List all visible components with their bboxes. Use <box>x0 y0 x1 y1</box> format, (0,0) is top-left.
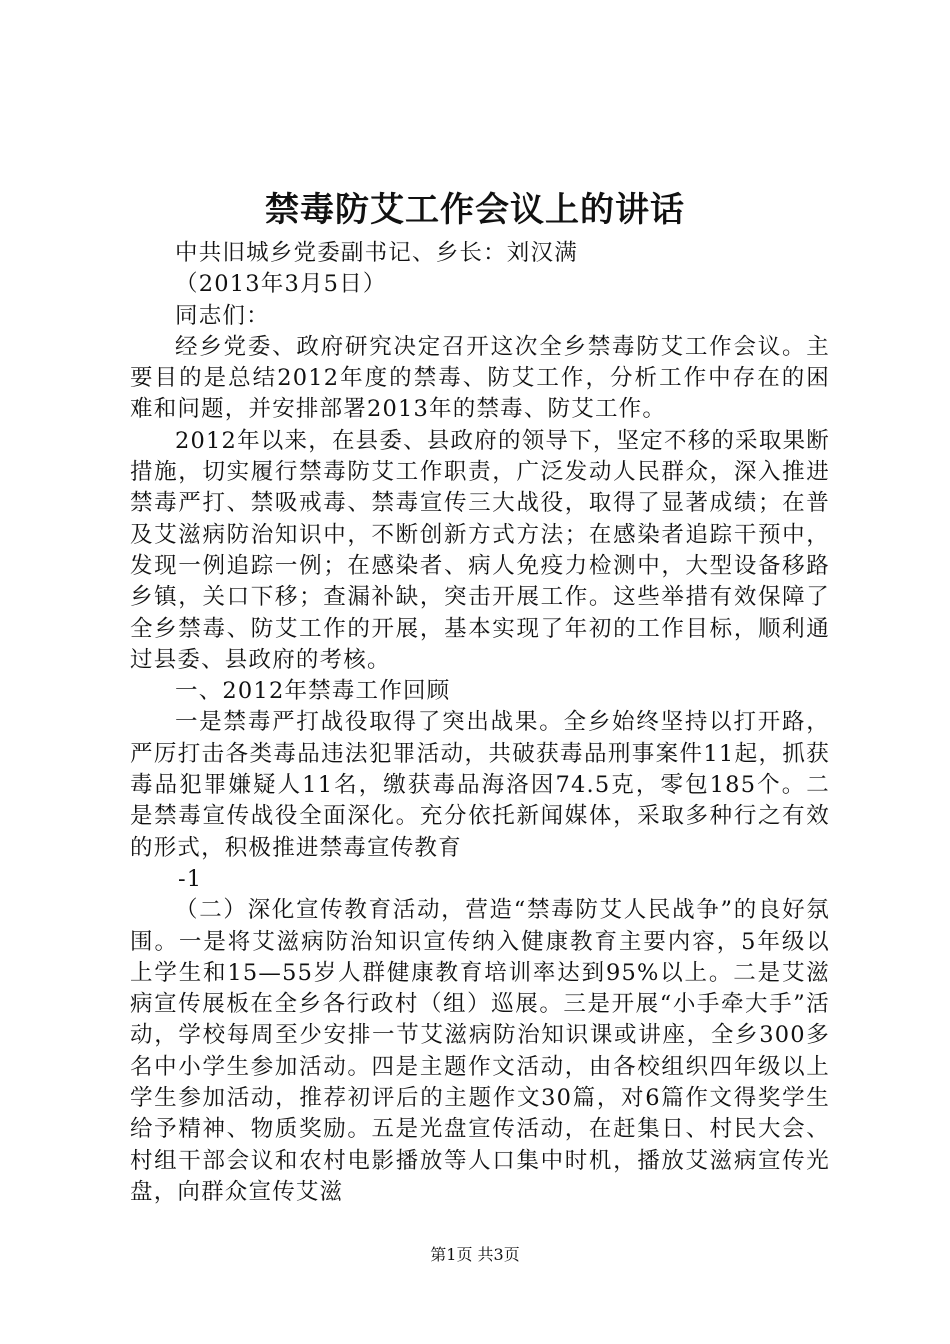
paragraph: 2012年以来，在县委、县政府的领导下，坚定不移的采取果断措施，切实履行禁毒防艾工作职责，广泛发动人民群众，深入推进禁毒严打、禁吸戒毒、禁毒宣传三大战役，取得了显著成绩；在普及艾滋病防治知识中，不断创新方式方法；在感染者追踪干预中，发现一例追踪一例；在感染者、病人免疫力检测中，大型设备移路乡镇，关口下移；查漏补缺，突击开展工作。这些举措有效保障了全乡禁毒、防艾工作的开展，基本实现了年初的工作目标，顺利通过县委、县政府的考核。 <box>130 427 830 673</box>
salutation: 同志们： <box>175 302 270 329</box>
paragraph: 经乡党委、政府研究决定召开这次全乡禁毒防艾工作会议。主要目的是总结2012年度的禁毒、防艾工作，分析工作中存在的困难和问题，并安排部署2013年的禁毒、防艾工作。 <box>130 333 830 423</box>
page-mark: -1 <box>178 865 203 892</box>
document-body <box>130 238 830 1208</box>
paragraph: 一是禁毒严打战役取得了突出战果。全乡始终坚持以打开路，严厉打击各类毒品违法犯罪活动，共破获毒品刑事案件11起，抓获毒品犯罪嫌疑人11名，缴获毒品海洛因74.5克，零包185个。二是禁毒宣传战役全面深化。充分依托新闻媒体，采取多种行之有效的形式，积极推进禁毒宣传教育 <box>130 709 830 861</box>
speaker-line: 中共旧城乡党委副书记、乡长：刘汉满 <box>175 240 578 266</box>
section-heading: 一、2012年禁毒工作回顾 <box>175 678 451 705</box>
page-footer: 第1页 共3页 <box>430 1245 520 1264</box>
document-title: 禁毒防艾工作会议上的讲话 <box>265 190 685 230</box>
date-line: （2013年3月5日） <box>175 271 387 298</box>
paragraph: （二）深化宣传教育活动，营造“禁毒防艾人民战争”的良好氛围。一是将艾滋病防治知识宣传纳入健康教育主要内容，5年级以上学生和15—55岁人群健康教育培训率达到95%以上。二是艾滋病宣传展板在全乡各行政村（组）巡展。三是开展“小手牵大手”活动，学校每周至少安排一节艾滋病防治知识课或讲座，全乡300多名中小学生参加活动。四是主题作文活动，由各校组织四年级以上学生参加活动，推荐初评后的主题作文30篇，对6篇作文得奖学生给予精神、物质奖励。五是光盘宣传活动，在赶集日、村民大会、村组干部会议和农村电影播放等人口集中时机，播放艾滋病宣传光盘，向群众宣传艾滋 <box>130 897 830 1205</box>
